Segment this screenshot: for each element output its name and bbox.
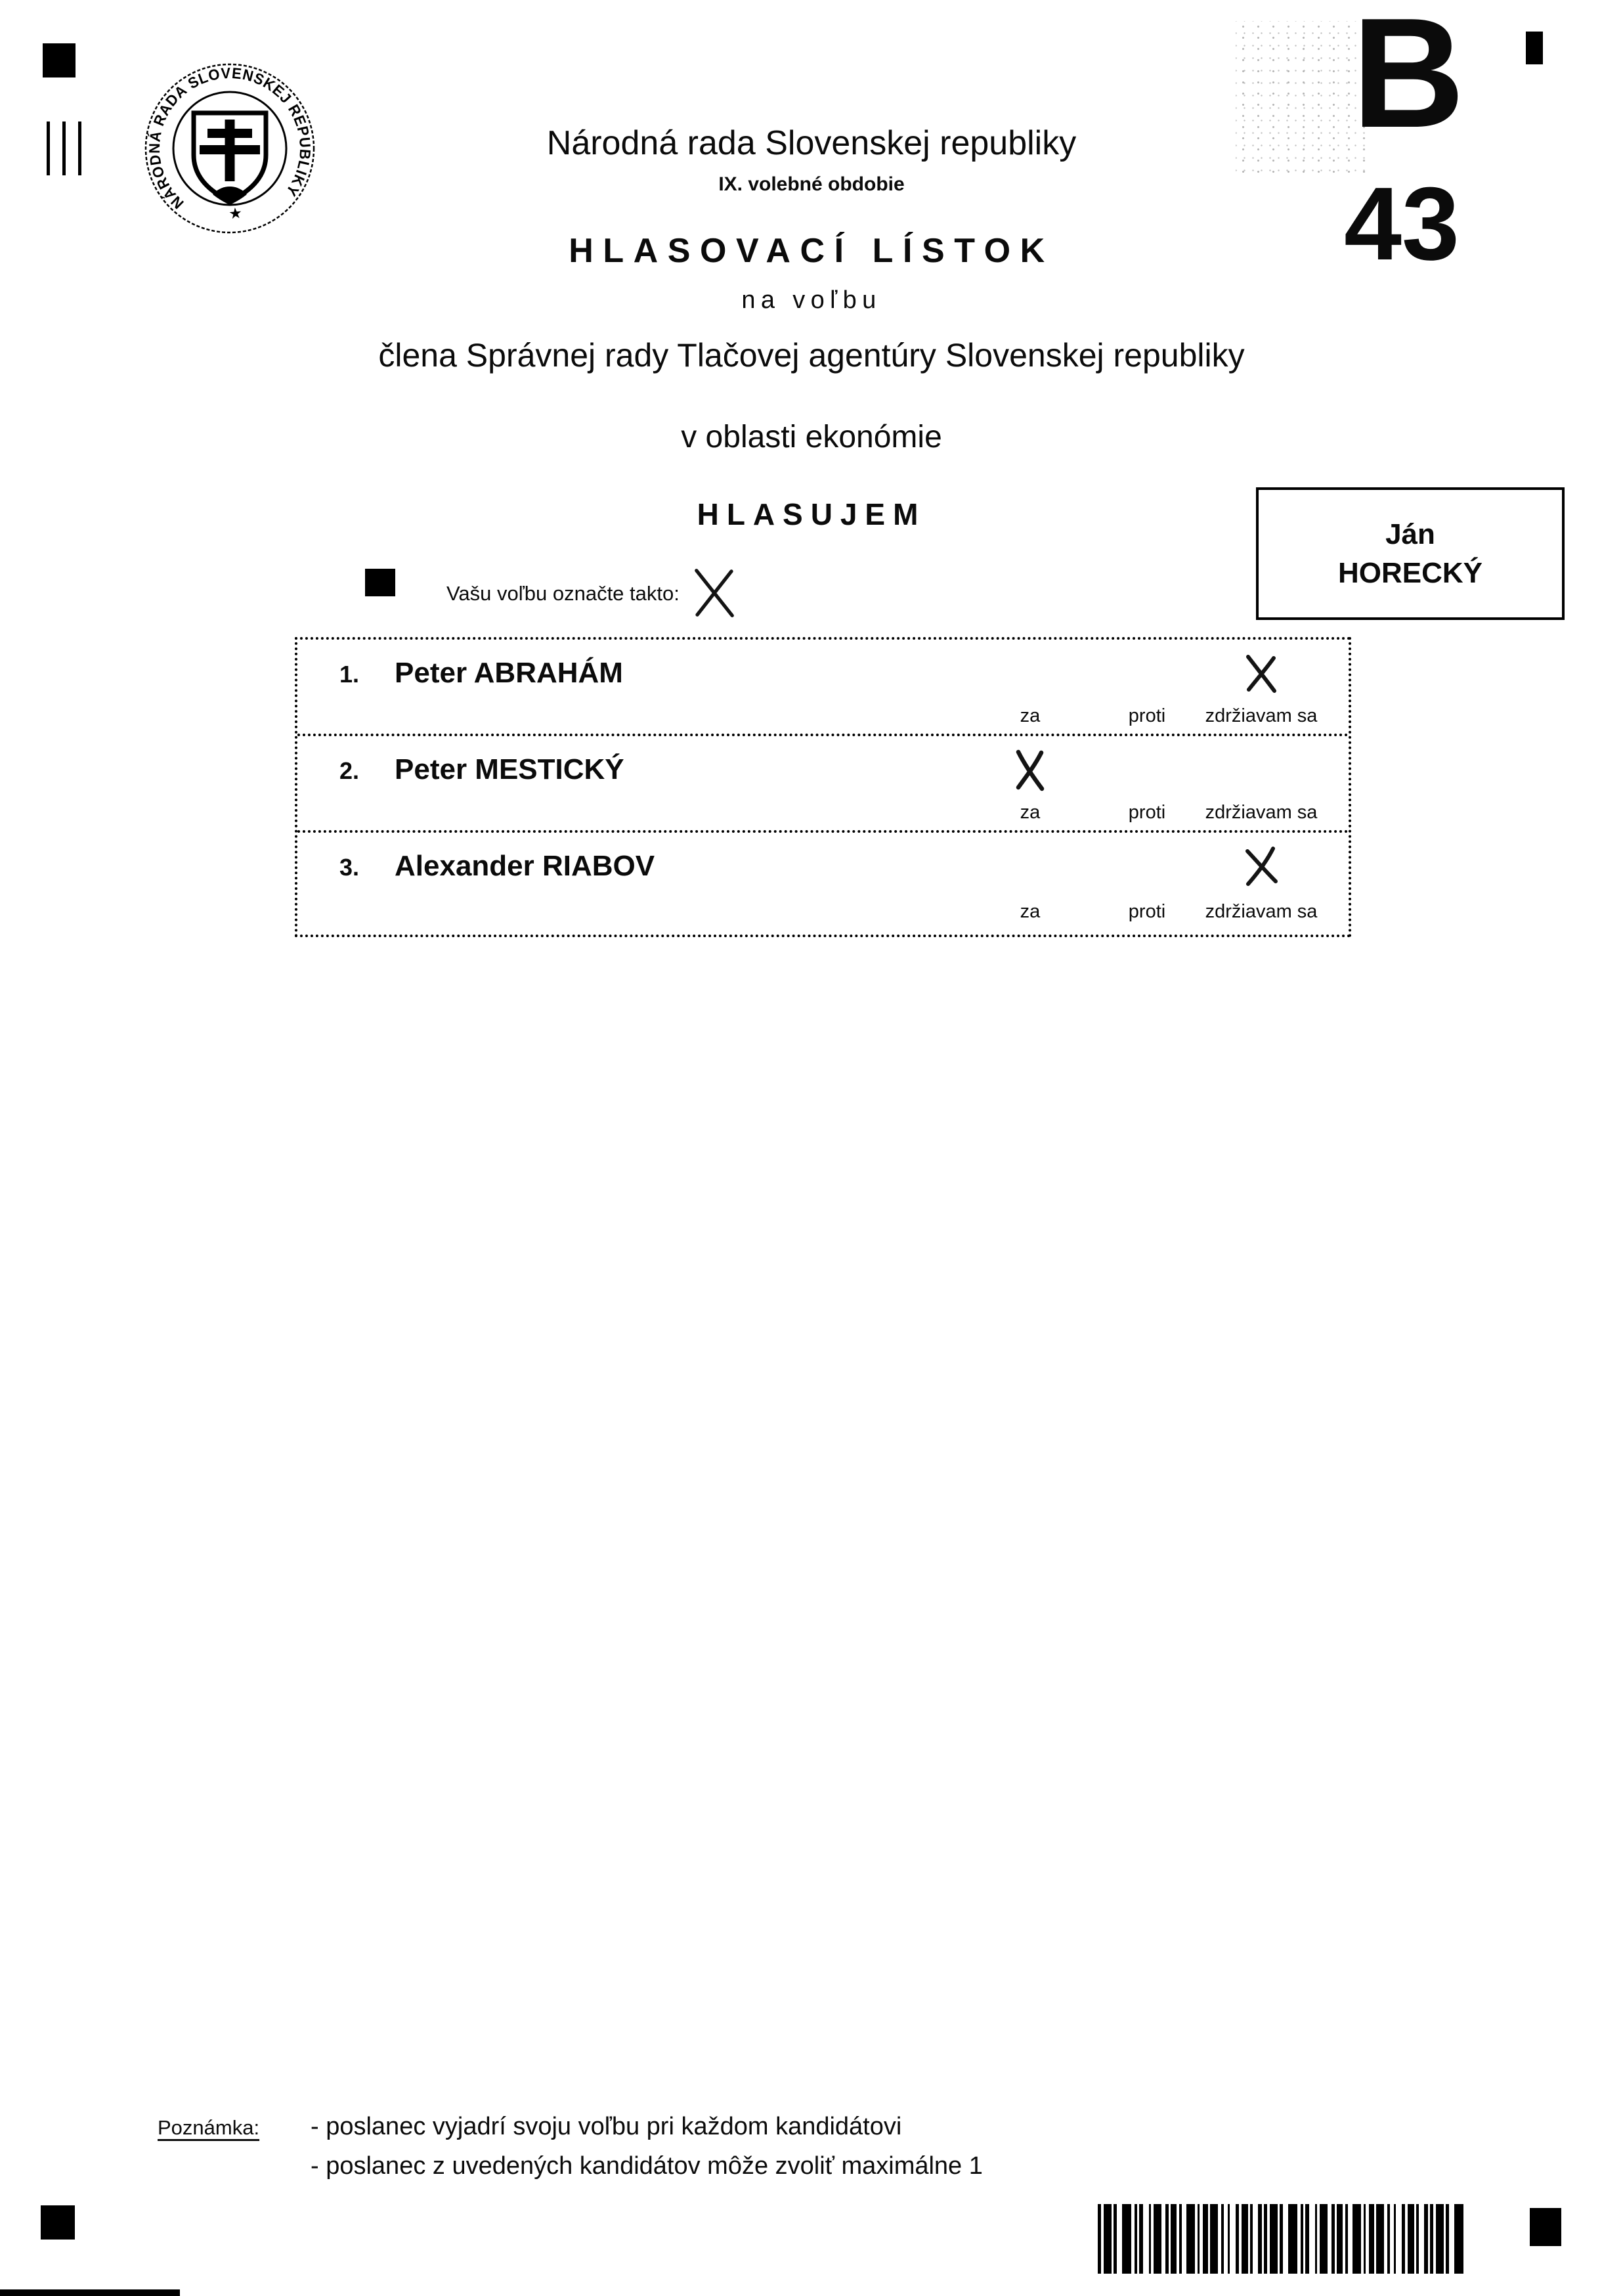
ballot-letter: B <box>1352 0 1465 160</box>
vote-mark <box>1242 651 1281 696</box>
seal-star: ★ <box>228 206 242 222</box>
registration-mark-top-left <box>43 43 76 77</box>
vote-mark <box>1010 748 1050 793</box>
option-label-zdrziavam-sa: zdržiavam sa <box>1205 802 1318 823</box>
registration-mark-bottom-right <box>1530 2208 1561 2246</box>
registration-mark-top-right <box>1526 32 1543 64</box>
note-line: - poslanec vyjadrí svoju voľbu pri každom kandidátovi <box>311 2113 902 2140</box>
note-line: - poslanec z uvedených kandidátov môže zvoliť maximálne 1 <box>311 2152 983 2180</box>
vote-mark <box>1242 845 1281 889</box>
note-lines <box>311 2107 983 2186</box>
candidate-row <box>297 833 1349 929</box>
term-line: IX. volebné obdobie <box>718 173 905 195</box>
candidate-name: Peter ABRAHÁM <box>395 657 623 689</box>
ballot-subtitle: na voľbu <box>741 286 882 314</box>
candidate-number: 2. <box>339 757 360 784</box>
option-label-proti: proti <box>1128 705 1166 726</box>
voter-first-name: Ján <box>1385 518 1435 550</box>
seal-text: NÁRODNÁ RADA SLOVENSKEJ REPUBLIKY <box>145 64 314 213</box>
option-label-proti: proti <box>1128 901 1166 922</box>
org-title: Národná rada Slovenskej republiky <box>546 124 1077 162</box>
option-label-proti: proti <box>1128 802 1166 823</box>
candidate-row <box>297 736 1349 833</box>
ballot-title: HLASOVACÍ LÍSTOK <box>569 232 1054 270</box>
voter-name-box <box>1256 487 1565 620</box>
sample-x-mark <box>691 567 738 619</box>
option-label-za: za <box>1020 802 1041 823</box>
ballot-number: 43 <box>1344 166 1460 282</box>
note-label: Poznámka: <box>158 2116 260 2139</box>
registration-mark-bottom-left <box>41 2205 75 2240</box>
barcode <box>1098 2204 1467 2274</box>
option-label-za: za <box>1020 901 1041 922</box>
scan-artifact <box>0 2289 180 2296</box>
candidate-number: 3. <box>339 854 360 881</box>
candidates-table <box>295 637 1351 937</box>
candidate-name: Peter MESTICKÝ <box>395 753 624 785</box>
voter-last-name: HORECKÝ <box>1337 557 1483 589</box>
election-position: člena Správnej rady Tlačovej agentúry Slovenskej republiky <box>378 337 1245 374</box>
vote-heading: HLASUJEM <box>697 497 926 531</box>
candidate-row <box>297 640 1349 736</box>
candidate-name: Alexander RIABOV <box>395 850 655 882</box>
instruction-bullet-square <box>365 569 395 596</box>
election-field: v oblasti ekonómie <box>681 420 942 454</box>
option-label-zdrziavam-sa: zdržiavam sa <box>1205 901 1318 922</box>
candidate-number: 1. <box>339 661 360 688</box>
option-label-za: za <box>1020 705 1041 726</box>
mark-instruction: Vašu voľbu označte takto: <box>446 582 680 605</box>
option-label-zdrziavam-sa: zdržiavam sa <box>1205 705 1318 726</box>
